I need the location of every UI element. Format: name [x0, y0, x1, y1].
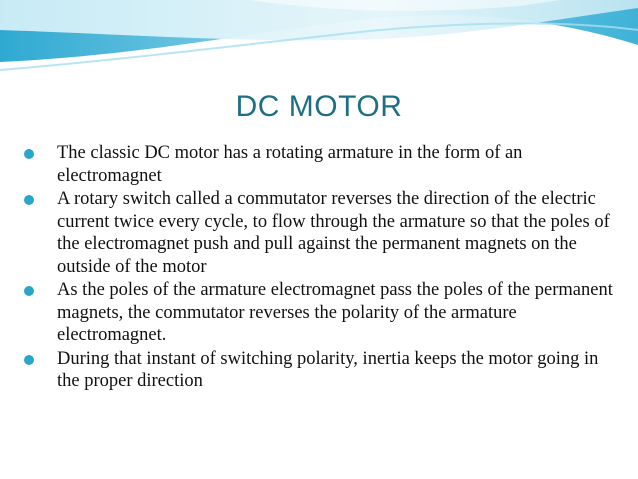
bullet-text: During that instant of switching polarity, inertia keeps the motor going in the proper direction	[57, 348, 599, 391]
bullet-item	[22, 142, 622, 187]
bullet-item	[22, 279, 622, 347]
bullet-dot-icon	[24, 195, 34, 205]
bullet-list	[22, 142, 622, 394]
bullet-item	[22, 188, 622, 278]
bullet-dot-icon	[24, 149, 34, 159]
bullet-item	[22, 348, 622, 393]
slide-title: DC MOTOR	[235, 90, 403, 123]
wave-header-decoration	[0, 0, 638, 80]
bullet-dot-icon	[24, 355, 34, 365]
bullet-dot-icon	[24, 286, 34, 296]
bullet-text: The classic DC motor has a rotating armature in the form of an electromagnet	[57, 143, 523, 186]
bullet-text: As the poles of the armature electromagnet pass the poles of the permanent magnets, the commutator reverses the polarity of the armature electromagnet.	[57, 280, 613, 345]
bullet-text: A rotary switch called a commutator reverses the direction of the electric current twice every cycle, to flow through the armature so that the poles of the electromagnet push and pull against the permanent magnets on the outside of the motor	[57, 189, 610, 277]
